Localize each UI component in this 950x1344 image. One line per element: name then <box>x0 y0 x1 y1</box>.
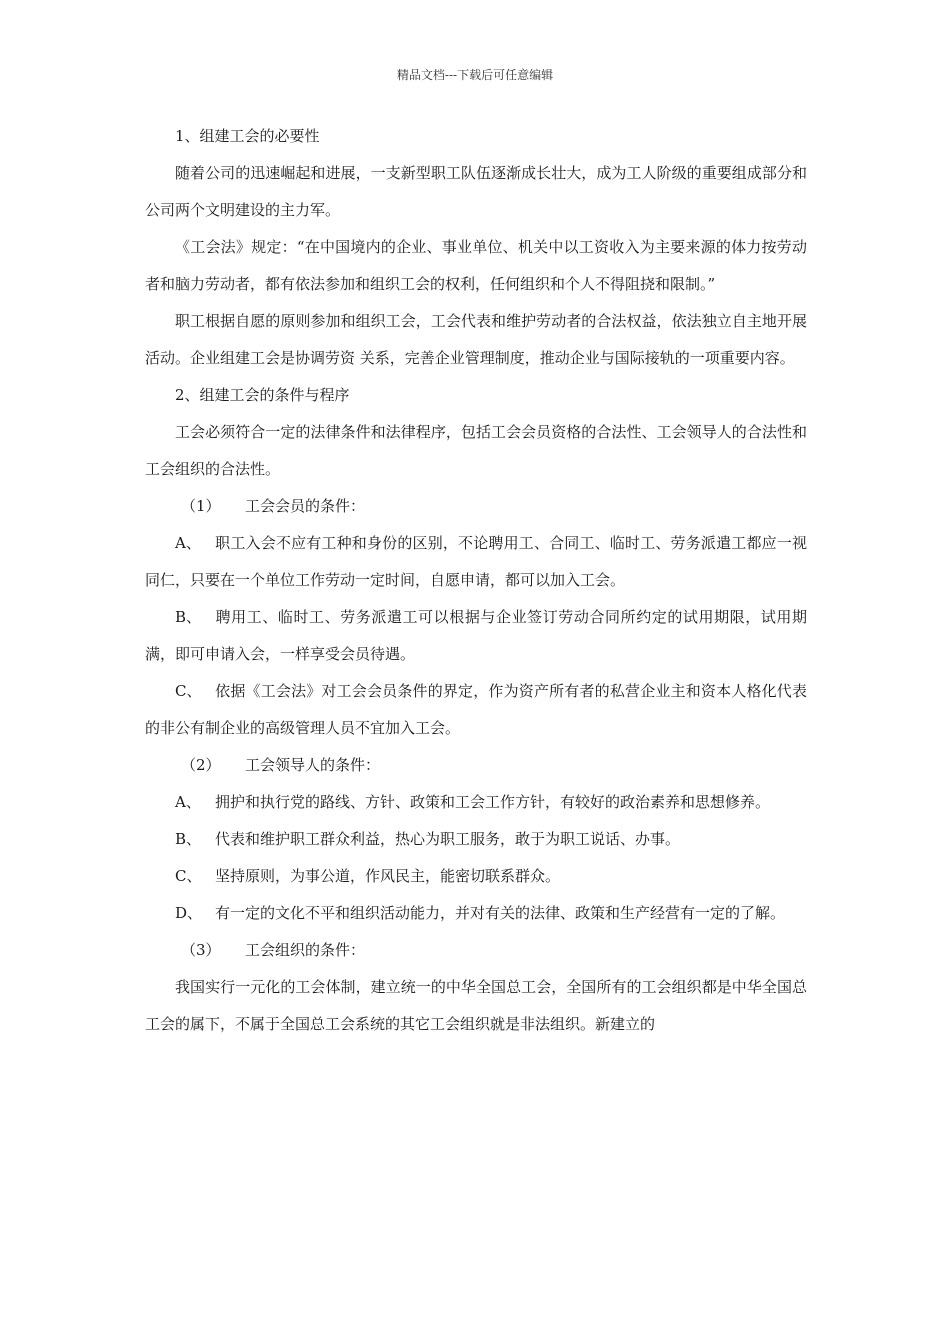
page-header: 精品文档---下载后可任意编辑 <box>396 68 554 82</box>
list-item <box>145 895 807 932</box>
list-item <box>145 858 807 895</box>
list-item-text: 聘用工、临时工、劳务派遣工可以根据与企业签订劳动合同所约定的试用期限，试用期满，即可申请入会，一样享受会员待遇。 <box>145 608 807 663</box>
subsection-heading <box>145 488 807 525</box>
list-item-label: A、 <box>175 793 201 811</box>
subsection-number: （3） <box>181 941 221 959</box>
list-item-label: D、 <box>175 904 203 922</box>
list-item <box>145 599 807 673</box>
paragraph: 随着公司的迅速崛起和进展，一支新型职工队伍逐渐成长壮大，成为工人阶级的重要组成部分和公司两个文明建设的主力军。 <box>145 164 807 219</box>
list-item <box>145 525 807 599</box>
list-item <box>145 673 807 747</box>
list-item-label: C、 <box>175 682 202 700</box>
paragraph: 《工会法》规定：“在中国境内的企业、事业单位、机关中以工资收入为主要来源的体力按劳动者和脑力劳动者，都有依法参加和组织工会的权利，任何组织和个人不得阻挠和限制。” <box>145 238 807 293</box>
subsection-number: （1） <box>181 497 221 515</box>
paragraph: 职工根据自愿的原则参加和组织工会，工会代表和维护劳动者的合法权益，依法独立自主地开展活动。企业组建工会是协调劳资 关系，完善企业管理制度，推动企业与国际接轨的一项重要内容。 <box>145 312 807 367</box>
subsection-heading <box>145 747 807 784</box>
section-heading-1: 1、组建工会的必要性 <box>175 127 320 145</box>
list-item-label: A、 <box>175 534 201 552</box>
subsection-heading <box>145 932 807 969</box>
list-item-text: 代表和维护职工群众利益，热心为职工服务，敢于为职工说话、办事。 <box>215 830 681 848</box>
paragraph: 我国实行一元化的工会体制，建立统一的中华全国总工会，全国所有的工会组织都是中华全国总工会的属下，不属于全国总工会系统的其它工会组织就是非法组织。新建立的 <box>145 978 807 1033</box>
list-item-text: 有一定的文化不平和组织活动能力，并对有关的法律、政策和生产经营有一定的了解。 <box>215 904 786 922</box>
list-item <box>145 784 807 821</box>
list-item-text: 依据《工会法》对工会会员条件的界定，作为资产所有者的私营企业主和资本人格化代表的非公有制企业的高级管理人员不宜加入工会。 <box>145 682 807 737</box>
section-heading-2: 2、组建工会的条件与程序 <box>175 386 350 404</box>
list-item-label: B、 <box>175 608 202 626</box>
list-item-text: 坚持原则，为事公道，作风民主，能密切联系群众。 <box>215 867 561 885</box>
subsection-title: 工会组织的条件： <box>245 941 366 959</box>
paragraph: 工会必须符合一定的法律条件和法律程序，包括工会会员资格的合法性、工会领导人的合法性和工会组织的合法性。 <box>145 423 807 478</box>
subsection-title: 工会领导人的条件： <box>245 756 381 774</box>
list-item-label: B、 <box>175 830 202 848</box>
document-body <box>145 118 807 1043</box>
list-item-text: 拥护和执行党的路线、方针、政策和工会工作方针，有较好的政治素养和思想修养。 <box>215 793 771 811</box>
list-item-label: C、 <box>175 867 202 885</box>
list-item-text: 职工入会不应有工种和身份的区别，不论聘用工、合同工、临时工、劳务派遣工都应一视同仁，只要在一个单位工作劳动一定时间，自愿申请，都可以加入工会。 <box>145 534 807 589</box>
subsection-title: 工会会员的条件： <box>245 497 366 515</box>
list-item <box>145 821 807 858</box>
subsection-number: （2） <box>181 756 221 774</box>
